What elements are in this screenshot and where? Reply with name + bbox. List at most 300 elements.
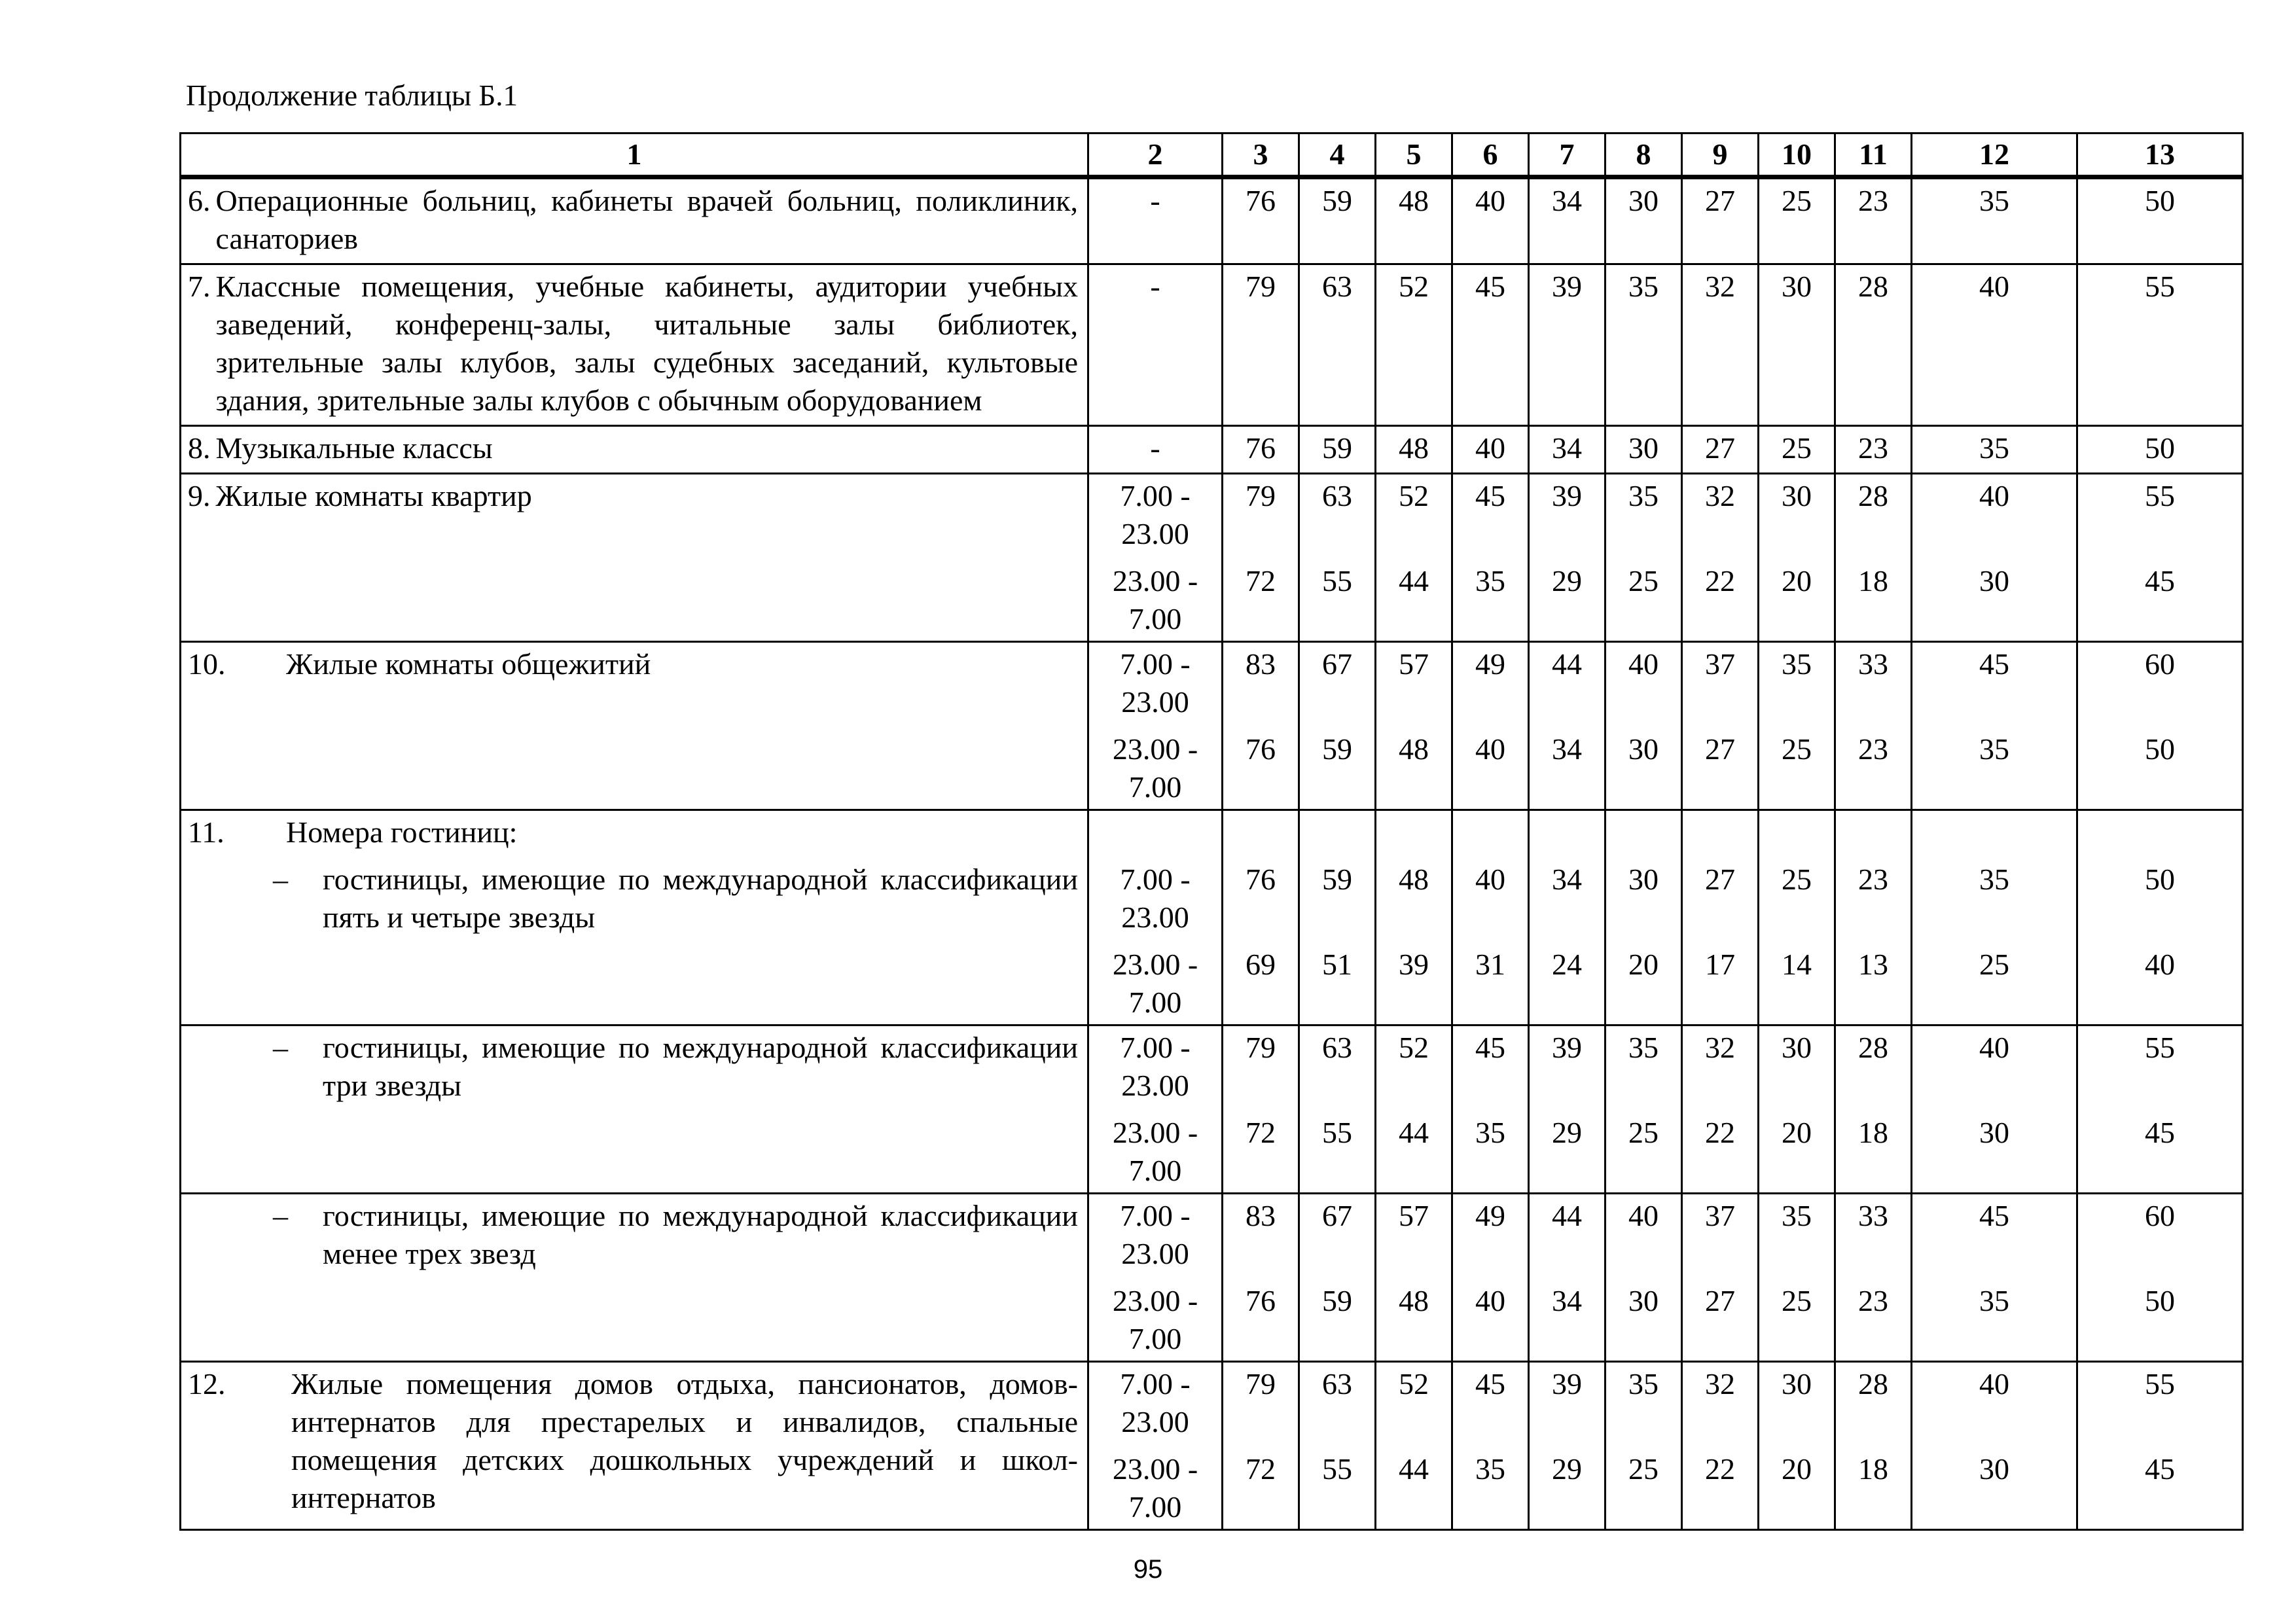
level-value: 20 bbox=[1782, 1116, 1812, 1149]
level-value: 55 bbox=[1322, 1452, 1352, 1486]
level-cell bbox=[1759, 264, 1835, 426]
level-cell bbox=[1299, 1194, 1376, 1362]
time-period bbox=[1088, 1362, 1223, 1530]
item-text: Номера гостиниц: bbox=[286, 815, 518, 849]
level-cell bbox=[1835, 1026, 1912, 1194]
level-value: 45 bbox=[2145, 564, 2175, 597]
level-cell bbox=[1376, 810, 1452, 1026]
noise-norms-table bbox=[179, 132, 2244, 1531]
level-value: 79 bbox=[1246, 270, 1276, 303]
time-period-value: 23.00 - 7.00 bbox=[1112, 732, 1198, 804]
level-cell bbox=[1605, 642, 1682, 810]
level-cell bbox=[1529, 474, 1605, 642]
level-value: 39 bbox=[1399, 948, 1429, 981]
level-value: 67 bbox=[1322, 647, 1352, 681]
level-value: 67 bbox=[1322, 1199, 1352, 1232]
level-value: 23 bbox=[1858, 431, 1888, 465]
level-cell bbox=[1835, 810, 1912, 1026]
level-value: 50 bbox=[2145, 184, 2175, 217]
room-description bbox=[181, 1362, 1088, 1530]
level-value: 40 bbox=[1628, 647, 1659, 681]
level-value: 40 bbox=[1979, 270, 2009, 303]
level-value: 39 bbox=[1552, 270, 1582, 303]
level-cell bbox=[1299, 426, 1376, 474]
item-text: Жилые помещения домов отдыха, пансионатов, домов-интернатов для престарелых и инвалидов, спальные помещения детских дошкольных учреждений и школ-интернатов bbox=[291, 1367, 1078, 1514]
level-value: 35 bbox=[1782, 1199, 1812, 1232]
room-description bbox=[181, 474, 1088, 642]
dash-bullet: – bbox=[273, 1031, 288, 1064]
level-cell bbox=[1912, 264, 2077, 426]
level-cell bbox=[2077, 177, 2243, 264]
level-value: 35 bbox=[1628, 1031, 1659, 1064]
level-value: 25 bbox=[1782, 184, 1812, 217]
level-value: 39 bbox=[1552, 1367, 1582, 1400]
level-value: 45 bbox=[1475, 479, 1505, 512]
level-value: 55 bbox=[2145, 479, 2175, 512]
level-value: 52 bbox=[1399, 1367, 1429, 1400]
level-value: 35 bbox=[1475, 1116, 1505, 1149]
level-value: 35 bbox=[1782, 647, 1812, 681]
level-cell bbox=[1223, 1026, 1299, 1194]
sub-item-text: гостиницы, имеющие по международной классификации три звезды bbox=[323, 1031, 1078, 1102]
level-value: 25 bbox=[1628, 564, 1659, 597]
level-value: 40 bbox=[1979, 1031, 2009, 1064]
time-period-value: 7.00 - 23.00 bbox=[1120, 647, 1191, 719]
level-value: 25 bbox=[1782, 431, 1812, 465]
time-period-value: 7.00 - 23.00 bbox=[1120, 479, 1191, 550]
level-value: 27 bbox=[1705, 732, 1735, 766]
level-value: 48 bbox=[1399, 1284, 1429, 1317]
level-value: 48 bbox=[1399, 184, 1429, 217]
level-value: 45 bbox=[2145, 1452, 2175, 1486]
level-cell bbox=[1682, 177, 1759, 264]
level-value: 35 bbox=[1628, 270, 1659, 303]
level-value: 22 bbox=[1705, 1116, 1735, 1149]
level-cell bbox=[1682, 810, 1759, 1026]
item-number: 10. bbox=[188, 647, 226, 681]
level-cell bbox=[1912, 1362, 2077, 1530]
level-cell bbox=[1605, 1026, 1682, 1194]
level-cell bbox=[1529, 810, 1605, 1026]
level-value: 51 bbox=[1322, 948, 1352, 981]
time-period-value: - bbox=[1150, 184, 1160, 217]
level-value: 23 bbox=[1858, 184, 1888, 217]
level-value: 59 bbox=[1322, 431, 1352, 465]
level-cell bbox=[2077, 474, 2243, 642]
item-number: 9. bbox=[188, 479, 211, 512]
time-period-value: 7.00 - 23.00 bbox=[1120, 1199, 1191, 1270]
level-value: 22 bbox=[1705, 1452, 1735, 1486]
level-value: 50 bbox=[2145, 732, 2175, 766]
time-period bbox=[1088, 1194, 1223, 1362]
header-cell: 13 bbox=[2077, 134, 2243, 177]
level-cell bbox=[1835, 1362, 1912, 1530]
level-cell bbox=[1452, 810, 1529, 1026]
level-cell bbox=[2077, 1194, 2243, 1362]
level-value: 35 bbox=[1979, 863, 2009, 896]
level-cell bbox=[1452, 474, 1529, 642]
level-cell bbox=[1835, 474, 1912, 642]
sub-item-text: гостиницы, имеющие по международной классификации пять и четыре звезды bbox=[323, 863, 1078, 934]
level-value: 83 bbox=[1246, 647, 1276, 681]
level-value: 27 bbox=[1705, 184, 1735, 217]
level-cell bbox=[1299, 810, 1376, 1026]
level-cell bbox=[1835, 642, 1912, 810]
level-cell bbox=[1452, 1026, 1529, 1194]
header-cell: 12 bbox=[1912, 134, 2077, 177]
level-value: 30 bbox=[1979, 564, 2009, 597]
level-cell bbox=[1223, 426, 1299, 474]
level-cell bbox=[1605, 177, 1682, 264]
level-value: 79 bbox=[1246, 1031, 1276, 1064]
level-cell bbox=[1529, 1194, 1605, 1362]
level-value: 72 bbox=[1246, 564, 1276, 597]
level-value: 32 bbox=[1705, 1367, 1735, 1400]
level-cell bbox=[1759, 1194, 1835, 1362]
room-description bbox=[181, 810, 1088, 1026]
level-value: 59 bbox=[1322, 863, 1352, 896]
room-description bbox=[181, 1194, 1088, 1362]
level-value: 33 bbox=[1858, 1199, 1888, 1232]
level-value: 55 bbox=[2145, 270, 2175, 303]
level-cell bbox=[1605, 264, 1682, 426]
level-value: 35 bbox=[1475, 1452, 1505, 1486]
level-value: 49 bbox=[1475, 647, 1505, 681]
level-value: 44 bbox=[1399, 1116, 1429, 1149]
level-value: 40 bbox=[1979, 1367, 2009, 1400]
level-value: 34 bbox=[1552, 431, 1582, 465]
level-cell bbox=[1452, 1194, 1529, 1362]
item-number: 12. bbox=[188, 1367, 226, 1400]
level-value: 63 bbox=[1322, 1031, 1352, 1064]
level-value: 30 bbox=[1628, 732, 1659, 766]
level-value: 40 bbox=[1475, 732, 1505, 766]
level-value: 52 bbox=[1399, 270, 1429, 303]
level-cell bbox=[1376, 474, 1452, 642]
time-period bbox=[1088, 810, 1223, 1026]
level-value: 48 bbox=[1399, 863, 1429, 896]
header-cell: 3 bbox=[1223, 134, 1299, 177]
time-period-value: 23.00 - 7.00 bbox=[1112, 564, 1198, 635]
table-row bbox=[181, 1026, 2243, 1194]
level-value: 35 bbox=[1979, 431, 2009, 465]
level-value: 27 bbox=[1705, 1284, 1735, 1317]
level-value: 55 bbox=[1322, 564, 1352, 597]
header-cell: 4 bbox=[1299, 134, 1376, 177]
level-value: 14 bbox=[1782, 948, 1812, 981]
level-cell bbox=[2077, 810, 2243, 1026]
level-cell bbox=[1452, 264, 1529, 426]
time-period bbox=[1088, 177, 1223, 264]
level-value: 30 bbox=[1979, 1452, 2009, 1486]
level-value: 33 bbox=[1858, 647, 1888, 681]
level-value: 27 bbox=[1705, 863, 1735, 896]
level-value: 45 bbox=[1475, 1367, 1505, 1400]
time-period bbox=[1088, 426, 1223, 474]
level-cell bbox=[1452, 642, 1529, 810]
level-value: 40 bbox=[1475, 431, 1505, 465]
level-value: 39 bbox=[1552, 1031, 1582, 1064]
level-cell bbox=[1376, 1026, 1452, 1194]
level-value: 55 bbox=[1322, 1116, 1352, 1149]
level-value: 76 bbox=[1246, 863, 1276, 896]
header-cell: 6 bbox=[1452, 134, 1529, 177]
level-value: 28 bbox=[1858, 479, 1888, 512]
level-cell bbox=[1682, 1026, 1759, 1194]
header-cell: 5 bbox=[1376, 134, 1452, 177]
level-value: 29 bbox=[1552, 1116, 1582, 1149]
level-cell bbox=[1682, 1362, 1759, 1530]
level-value: 76 bbox=[1246, 184, 1276, 217]
level-value: 44 bbox=[1552, 1199, 1582, 1232]
level-value: 17 bbox=[1705, 948, 1735, 981]
level-value: 32 bbox=[1705, 479, 1735, 512]
level-cell bbox=[1223, 642, 1299, 810]
level-value: 45 bbox=[1475, 270, 1505, 303]
time-period-value: 7.00 - 23.00 bbox=[1120, 1367, 1191, 1438]
level-cell bbox=[1912, 1194, 2077, 1362]
level-cell bbox=[1759, 810, 1835, 1026]
level-value: 37 bbox=[1705, 1199, 1735, 1232]
level-value: 25 bbox=[1782, 732, 1812, 766]
room-description bbox=[181, 1026, 1088, 1194]
level-value: 30 bbox=[1628, 1284, 1659, 1317]
level-cell bbox=[1223, 177, 1299, 264]
level-value: 30 bbox=[1782, 479, 1812, 512]
level-value: 35 bbox=[1475, 564, 1505, 597]
level-value: 29 bbox=[1552, 564, 1582, 597]
level-cell bbox=[1376, 264, 1452, 426]
level-cell bbox=[2077, 426, 2243, 474]
level-value: 83 bbox=[1246, 1199, 1276, 1232]
level-value: 31 bbox=[1475, 948, 1505, 981]
item-text: Музыкальные классы bbox=[215, 431, 493, 465]
level-value: 20 bbox=[1782, 1452, 1812, 1486]
level-value: 63 bbox=[1322, 1367, 1352, 1400]
level-cell bbox=[1759, 1362, 1835, 1530]
level-cell bbox=[1835, 177, 1912, 264]
level-cell bbox=[1605, 426, 1682, 474]
table-row bbox=[181, 810, 2243, 1026]
table-row bbox=[181, 474, 2243, 642]
item-number: 6. bbox=[188, 184, 211, 217]
level-value: 40 bbox=[1979, 479, 2009, 512]
level-value: 34 bbox=[1552, 1284, 1582, 1317]
level-value: 30 bbox=[1628, 863, 1659, 896]
level-cell bbox=[1605, 1194, 1682, 1362]
header-cell: 11 bbox=[1835, 134, 1912, 177]
level-value: 34 bbox=[1552, 863, 1582, 896]
level-value: 76 bbox=[1246, 1284, 1276, 1317]
level-cell bbox=[1912, 177, 2077, 264]
item-text: Жилые комнаты общежитий bbox=[286, 647, 651, 681]
table-caption: Продолжение таблицы Б.1 bbox=[186, 79, 518, 112]
level-cell bbox=[1299, 1362, 1376, 1530]
item-text: Классные помещения, учебные кабинеты, аудитории учебных заведений, конференц-залы, читальные залы библиотек, зрительные залы клубов, залы судебных заседаний, культовые здания, зрительные залы клубов с обычным оборудованием bbox=[215, 270, 1078, 417]
level-cell bbox=[1223, 810, 1299, 1026]
level-cell bbox=[2077, 1026, 2243, 1194]
level-cell bbox=[1529, 264, 1605, 426]
level-value: 52 bbox=[1399, 1031, 1429, 1064]
level-cell bbox=[1682, 1194, 1759, 1362]
level-cell bbox=[1299, 642, 1376, 810]
level-cell bbox=[1299, 474, 1376, 642]
item-text: Жилые комнаты квартир bbox=[215, 479, 532, 512]
level-cell bbox=[1759, 474, 1835, 642]
level-value: 32 bbox=[1705, 270, 1735, 303]
level-value: 40 bbox=[1628, 1199, 1659, 1232]
level-value: 30 bbox=[1782, 1367, 1812, 1400]
level-cell bbox=[1912, 426, 2077, 474]
level-cell bbox=[1452, 426, 1529, 474]
level-value: 18 bbox=[1858, 1116, 1888, 1149]
level-value: 25 bbox=[1782, 863, 1812, 896]
time-period-value: 23.00 - 7.00 bbox=[1112, 1284, 1198, 1355]
level-value: 40 bbox=[1475, 184, 1505, 217]
level-cell bbox=[1682, 474, 1759, 642]
room-description bbox=[181, 642, 1088, 810]
header-cell: 8 bbox=[1605, 134, 1682, 177]
level-value: 18 bbox=[1858, 564, 1888, 597]
level-value: 35 bbox=[1628, 479, 1659, 512]
level-value: 35 bbox=[1979, 732, 2009, 766]
level-value: 59 bbox=[1322, 1284, 1352, 1317]
level-value: 45 bbox=[1475, 1031, 1505, 1064]
level-cell bbox=[1605, 474, 1682, 642]
level-value: 72 bbox=[1246, 1452, 1276, 1486]
level-cell bbox=[1529, 177, 1605, 264]
level-cell bbox=[1682, 264, 1759, 426]
header-cell: 10 bbox=[1759, 134, 1835, 177]
level-value: 35 bbox=[1628, 1367, 1659, 1400]
item-text: Операционные больниц, кабинеты врачей больниц, поликлиник, санаториев bbox=[215, 184, 1078, 255]
level-value: 30 bbox=[1782, 1031, 1812, 1064]
time-period bbox=[1088, 642, 1223, 810]
room-description bbox=[181, 426, 1088, 474]
level-cell bbox=[1223, 1194, 1299, 1362]
level-cell bbox=[1759, 642, 1835, 810]
level-cell bbox=[2077, 264, 2243, 426]
level-cell bbox=[1529, 426, 1605, 474]
time-period bbox=[1088, 264, 1223, 426]
table-row bbox=[181, 642, 2243, 810]
time-period-value: 7.00 - 23.00 bbox=[1120, 1031, 1191, 1102]
page-number: 95 bbox=[1133, 1555, 1163, 1584]
level-value: 35 bbox=[1979, 184, 2009, 217]
level-cell bbox=[2077, 1362, 2243, 1530]
header-cell: 9 bbox=[1682, 134, 1759, 177]
level-cell bbox=[1835, 1194, 1912, 1362]
level-value: 50 bbox=[2145, 431, 2175, 465]
level-value: 79 bbox=[1246, 479, 1276, 512]
level-value: 25 bbox=[1782, 1284, 1812, 1317]
time-period bbox=[1088, 474, 1223, 642]
time-period-value: 23.00 - 7.00 bbox=[1112, 948, 1198, 1019]
level-cell bbox=[1376, 1194, 1452, 1362]
time-period-value: 23.00 - 7.00 bbox=[1112, 1116, 1198, 1187]
level-cell bbox=[1223, 264, 1299, 426]
level-value: 40 bbox=[1475, 863, 1505, 896]
level-value: 57 bbox=[1399, 1199, 1429, 1232]
level-value: 28 bbox=[1858, 1031, 1888, 1064]
level-cell bbox=[1759, 1026, 1835, 1194]
level-value: 59 bbox=[1322, 184, 1352, 217]
level-value: 35 bbox=[1979, 1284, 2009, 1317]
level-value: 45 bbox=[1979, 647, 2009, 681]
level-value: 20 bbox=[1628, 948, 1659, 981]
level-cell bbox=[1912, 474, 2077, 642]
level-value: 39 bbox=[1552, 479, 1582, 512]
level-cell bbox=[1452, 1362, 1529, 1530]
time-period-value: 7.00 - 23.00 bbox=[1120, 863, 1191, 934]
level-cell bbox=[1835, 426, 1912, 474]
table-row bbox=[181, 177, 2243, 264]
table-row bbox=[181, 1194, 2243, 1362]
dash-bullet: – bbox=[273, 863, 288, 896]
level-value: 40 bbox=[1475, 1284, 1505, 1317]
level-cell bbox=[1299, 1026, 1376, 1194]
level-value: 60 bbox=[2145, 1199, 2175, 1232]
level-value: 23 bbox=[1858, 732, 1888, 766]
table-row bbox=[181, 1362, 2243, 1530]
level-value: 60 bbox=[2145, 647, 2175, 681]
level-cell bbox=[2077, 642, 2243, 810]
level-value: 28 bbox=[1858, 270, 1888, 303]
level-cell bbox=[1223, 1362, 1299, 1530]
time-period-value: 23.00 - 7.00 bbox=[1112, 1452, 1198, 1524]
level-value: 23 bbox=[1858, 863, 1888, 896]
level-value: 45 bbox=[2145, 1116, 2175, 1149]
item-number: 11. bbox=[188, 815, 224, 849]
level-cell bbox=[1376, 426, 1452, 474]
level-value: 37 bbox=[1705, 647, 1735, 681]
level-cell bbox=[1529, 642, 1605, 810]
level-value: 34 bbox=[1552, 732, 1582, 766]
level-value: 55 bbox=[2145, 1367, 2175, 1400]
level-value: 27 bbox=[1705, 431, 1735, 465]
table-row bbox=[181, 426, 2243, 474]
time-period-value: - bbox=[1150, 270, 1160, 303]
header-row bbox=[181, 134, 2243, 177]
table-row bbox=[181, 264, 2243, 426]
level-value: 49 bbox=[1475, 1199, 1505, 1232]
level-value: 59 bbox=[1322, 732, 1352, 766]
level-value: 13 bbox=[1858, 948, 1888, 981]
level-cell bbox=[1299, 264, 1376, 426]
level-cell bbox=[1376, 177, 1452, 264]
level-value: 55 bbox=[2145, 1031, 2175, 1064]
header-cell: 7 bbox=[1529, 134, 1605, 177]
level-cell bbox=[1376, 1362, 1452, 1530]
level-value: 76 bbox=[1246, 732, 1276, 766]
time-period-value: - bbox=[1150, 431, 1160, 465]
level-value: 30 bbox=[1628, 184, 1659, 217]
level-cell bbox=[1605, 1362, 1682, 1530]
level-value: 30 bbox=[1979, 1116, 2009, 1149]
level-value: 44 bbox=[1399, 1452, 1429, 1486]
header-cell: 1 bbox=[181, 134, 1088, 177]
level-value: 20 bbox=[1782, 564, 1812, 597]
item-number: 8. bbox=[188, 431, 211, 465]
level-value: 25 bbox=[1628, 1452, 1659, 1486]
level-cell bbox=[1376, 642, 1452, 810]
header-cell: 2 bbox=[1088, 134, 1223, 177]
room-description bbox=[181, 177, 1088, 264]
level-cell bbox=[1912, 642, 2077, 810]
level-value: 25 bbox=[1979, 948, 2009, 981]
sub-item-text: гостиницы, имеющие по международной классификации менее трех звезд bbox=[323, 1199, 1078, 1270]
level-value: 24 bbox=[1552, 948, 1582, 981]
